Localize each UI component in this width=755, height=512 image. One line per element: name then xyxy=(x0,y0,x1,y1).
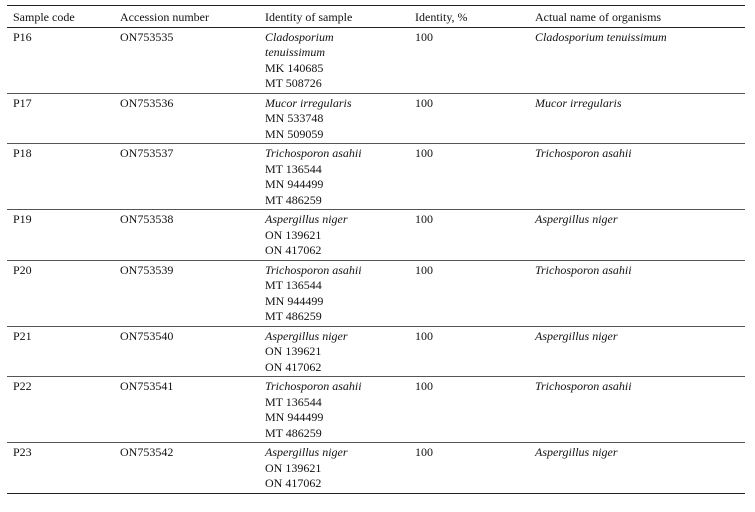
reference-accession: ON 139621 xyxy=(265,344,322,358)
reference-accession: MT 136544 xyxy=(265,278,322,292)
table-row xyxy=(7,144,745,210)
cell-actual-name: Trichosporon asahii xyxy=(529,260,745,326)
cell-accession-number: ON753539 xyxy=(114,260,259,326)
cell-identity-of-sample xyxy=(259,27,409,93)
organism-name-line: Trichosporon asahii xyxy=(265,262,362,277)
organism-name-line: Aspergillus niger xyxy=(265,212,348,226)
reference-accession: MT 486259 xyxy=(265,192,322,207)
cell-sample-code: P17 xyxy=(7,93,114,144)
reference-accession: MT 486259 xyxy=(265,425,322,440)
cell-identity-percent: 100 xyxy=(409,377,529,443)
cell-identity-of-sample xyxy=(259,210,409,261)
cell-identity-percent: 100 xyxy=(409,260,529,326)
cell-accession-number: ON753540 xyxy=(114,326,259,377)
cell-accession-number: ON753537 xyxy=(114,144,259,210)
cell-accession-number: ON753538 xyxy=(114,210,259,261)
header-accession-number: Accession number xyxy=(114,6,259,28)
organism-name-line: Trichosporon asahii xyxy=(265,146,362,160)
cell-actual-name: Cladosporium tenuissimum xyxy=(529,27,745,93)
header-identity-percent: Identity, % xyxy=(409,6,529,28)
reference-accession: MT 136544 xyxy=(265,394,322,409)
cell-identity-of-sample xyxy=(259,377,409,443)
cell-identity-percent: 100 xyxy=(409,443,529,494)
table-row xyxy=(7,377,745,443)
reference-accession: MN 944499 xyxy=(265,293,324,308)
reference-accession: MK 140685 xyxy=(265,60,324,75)
cell-identity-of-sample xyxy=(259,144,409,210)
table-row xyxy=(7,27,745,93)
cell-identity-of-sample xyxy=(259,443,409,494)
reference-accession: MN 509059 xyxy=(265,126,324,141)
reference-accession: MN 944499 xyxy=(265,177,324,191)
organism-name-line: Mucor irregularis xyxy=(265,95,352,110)
organism-name-line: Trichosporon asahii xyxy=(265,379,362,393)
table-row xyxy=(7,326,745,377)
header-actual-name: Actual name of organisms xyxy=(529,6,745,28)
cell-actual-name: Aspergillus niger xyxy=(529,443,745,494)
header-sample-code: Sample code xyxy=(7,6,114,28)
cell-identity-percent: 100 xyxy=(409,93,529,144)
reference-accession: MT 486259 xyxy=(265,309,322,323)
cell-identity-percent: 100 xyxy=(409,210,529,261)
cell-identity-percent: 100 xyxy=(409,144,529,210)
reference-accession: ON 139621 xyxy=(265,460,322,475)
table-row xyxy=(7,260,745,326)
cell-identity-percent: 100 xyxy=(409,326,529,377)
cell-actual-name: Aspergillus niger xyxy=(529,326,745,377)
cell-accession-number: ON753541 xyxy=(114,377,259,443)
reference-accession: MN 944499 xyxy=(265,410,324,424)
table-row xyxy=(7,443,745,494)
cell-sample-code: P18 xyxy=(7,144,114,210)
cell-sample-code: P16 xyxy=(7,27,114,93)
header-row xyxy=(7,6,745,28)
reference-accession: MT 136544 xyxy=(265,161,322,176)
results-table xyxy=(7,5,745,494)
cell-sample-code: P19 xyxy=(7,210,114,261)
cell-accession-number: ON753542 xyxy=(114,443,259,494)
cell-identity-of-sample xyxy=(259,93,409,144)
reference-accession: ON 417062 xyxy=(265,476,322,490)
cell-actual-name: Aspergillus niger xyxy=(529,210,745,261)
cell-sample-code: P20 xyxy=(7,260,114,326)
cell-identity-of-sample xyxy=(259,326,409,377)
cell-sample-code: P21 xyxy=(7,326,114,377)
organism-name-line: Aspergillus niger xyxy=(265,445,348,459)
table-body xyxy=(7,27,745,493)
cell-identity-of-sample xyxy=(259,260,409,326)
reference-accession: MT 508726 xyxy=(265,76,322,90)
reference-accession: ON 417062 xyxy=(265,243,322,257)
cell-identity-percent: 100 xyxy=(409,27,529,93)
cell-sample-code: P22 xyxy=(7,377,114,443)
cell-actual-name: Trichosporon asahii xyxy=(529,144,745,210)
reference-accession: ON 139621 xyxy=(265,227,322,242)
cell-actual-name: Mucor irregularis xyxy=(529,93,745,144)
cell-accession-number: ON753536 xyxy=(114,93,259,144)
header-identity-of-sample: Identity of sample xyxy=(259,6,409,28)
cell-sample-code: P23 xyxy=(7,443,114,494)
table-header xyxy=(7,6,745,28)
reference-accession: MN 533748 xyxy=(265,111,324,125)
table-row xyxy=(7,210,745,261)
cell-actual-name: Trichosporon asahii xyxy=(529,377,745,443)
organism-name-line: Aspergillus niger xyxy=(265,328,348,343)
table-row xyxy=(7,93,745,144)
reference-accession: ON 417062 xyxy=(265,359,322,374)
organism-name-line: Cladosporium xyxy=(265,29,334,44)
cell-accession-number: ON753535 xyxy=(114,27,259,93)
organism-name-line: tenuissimum xyxy=(265,45,325,59)
